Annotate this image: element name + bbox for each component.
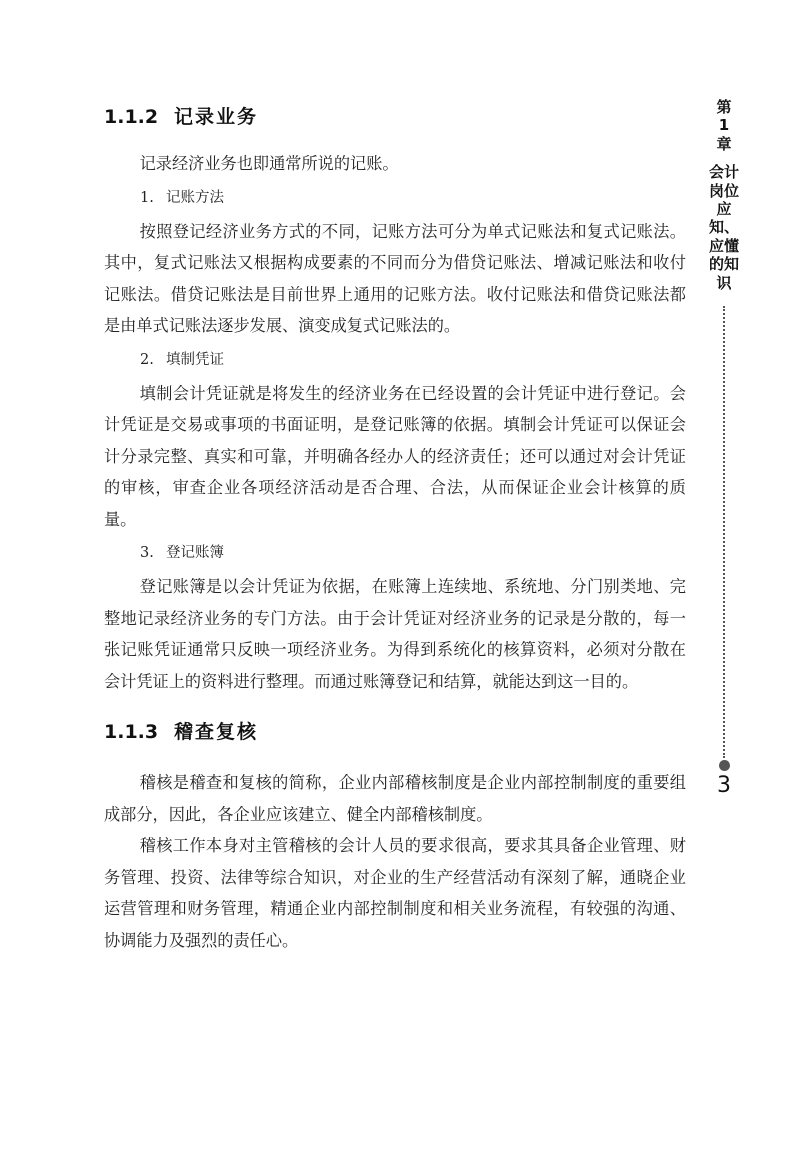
subsection-number: 1. — [140, 189, 154, 206]
section-heading — [104, 715, 686, 749]
subsection-number: 3. — [140, 545, 154, 561]
chapter-sidebar — [709, 98, 740, 799]
subsection-heading — [104, 535, 686, 571]
section-title: 稽查复核 — [174, 721, 259, 743]
subsection-heading — [104, 342, 686, 378]
chapter-title: 会计岗位应知、应懂的知识 — [709, 163, 740, 292]
page-number: 3 — [717, 773, 731, 799]
subsection-title: 登记账簿 — [166, 545, 224, 561]
subsection-title: 记账方法 — [166, 189, 224, 206]
dotted-divider — [723, 306, 725, 758]
paragraph: 登记账簿是以会计凭证为依据，在账簿上连续地、系统地、分门别类地、完整地记录经济业务的专门方法。由于会计凭证对经济业务的记录是分散的，每一张记账凭证通常只反映一项经济业务。为得到系统化的核算资料，必须对分散在会计凭证上的资料进行整理。而通过账簿登记和结算，就能达到这一目的。 — [104, 577, 686, 691]
page-content — [104, 100, 686, 956]
paragraph: 填制会计凭证就是将发生的经济业务在已经设置的会计凭证中进行登记。会计凭证是交易或事项的书面证明，是登记账簿的依据。填制会计凭证可以保证会计分录完整、真实和可靠，并明确各经办人的经济责任；还可以通过对会计凭证的审核，审查企业各项经济活动是否合理、合法，从而保证企业会计核算的质量。 — [104, 383, 686, 529]
section-heading — [104, 100, 686, 134]
section-number: 1.1.3 — [104, 721, 159, 743]
section-title: 记录业务 — [174, 106, 259, 128]
subsection-title: 填制凭证 — [166, 351, 224, 368]
paragraph: 稽核工作本身对主管稽核的会计人员的要求很高，要求其具备企业管理、财务管理、投资、法律等综合知识，对企业的生产经营活动有深刻了解，通晓企业运营管理和财务管理，精通企业内部控制制度和相关业务流程，有较强的沟通、协调能力及强烈的责任心。 — [104, 836, 686, 950]
subsection-number: 2. — [140, 351, 154, 368]
paragraph: 按照登记经济业务方式的不同，记账方法可分为单式记账法和复式记账法。其中，复式记账法又根据构成要素的不同而分为借贷记账法、增减记账法和收付记账法。借贷记账法是目前世界上通用的记账方法。收付记账法和借贷记账法都是由单式记账法逐步发展、演变成复式记账法的。 — [104, 221, 686, 335]
section-number: 1.1.2 — [104, 106, 159, 128]
bullet-dot-icon — [719, 760, 730, 771]
chapter-label: 第1章 — [716, 98, 732, 153]
paragraph: 稽核是稽查和复核的简称，企业内部稽核制度是企业内部控制制度的重要组成部分，因此，各企业应该建立、健全内部稽核制度。 — [104, 773, 686, 824]
paragraph: 记录经济业务也即通常所说的记账。 — [139, 154, 399, 173]
subsection-heading — [104, 180, 686, 216]
